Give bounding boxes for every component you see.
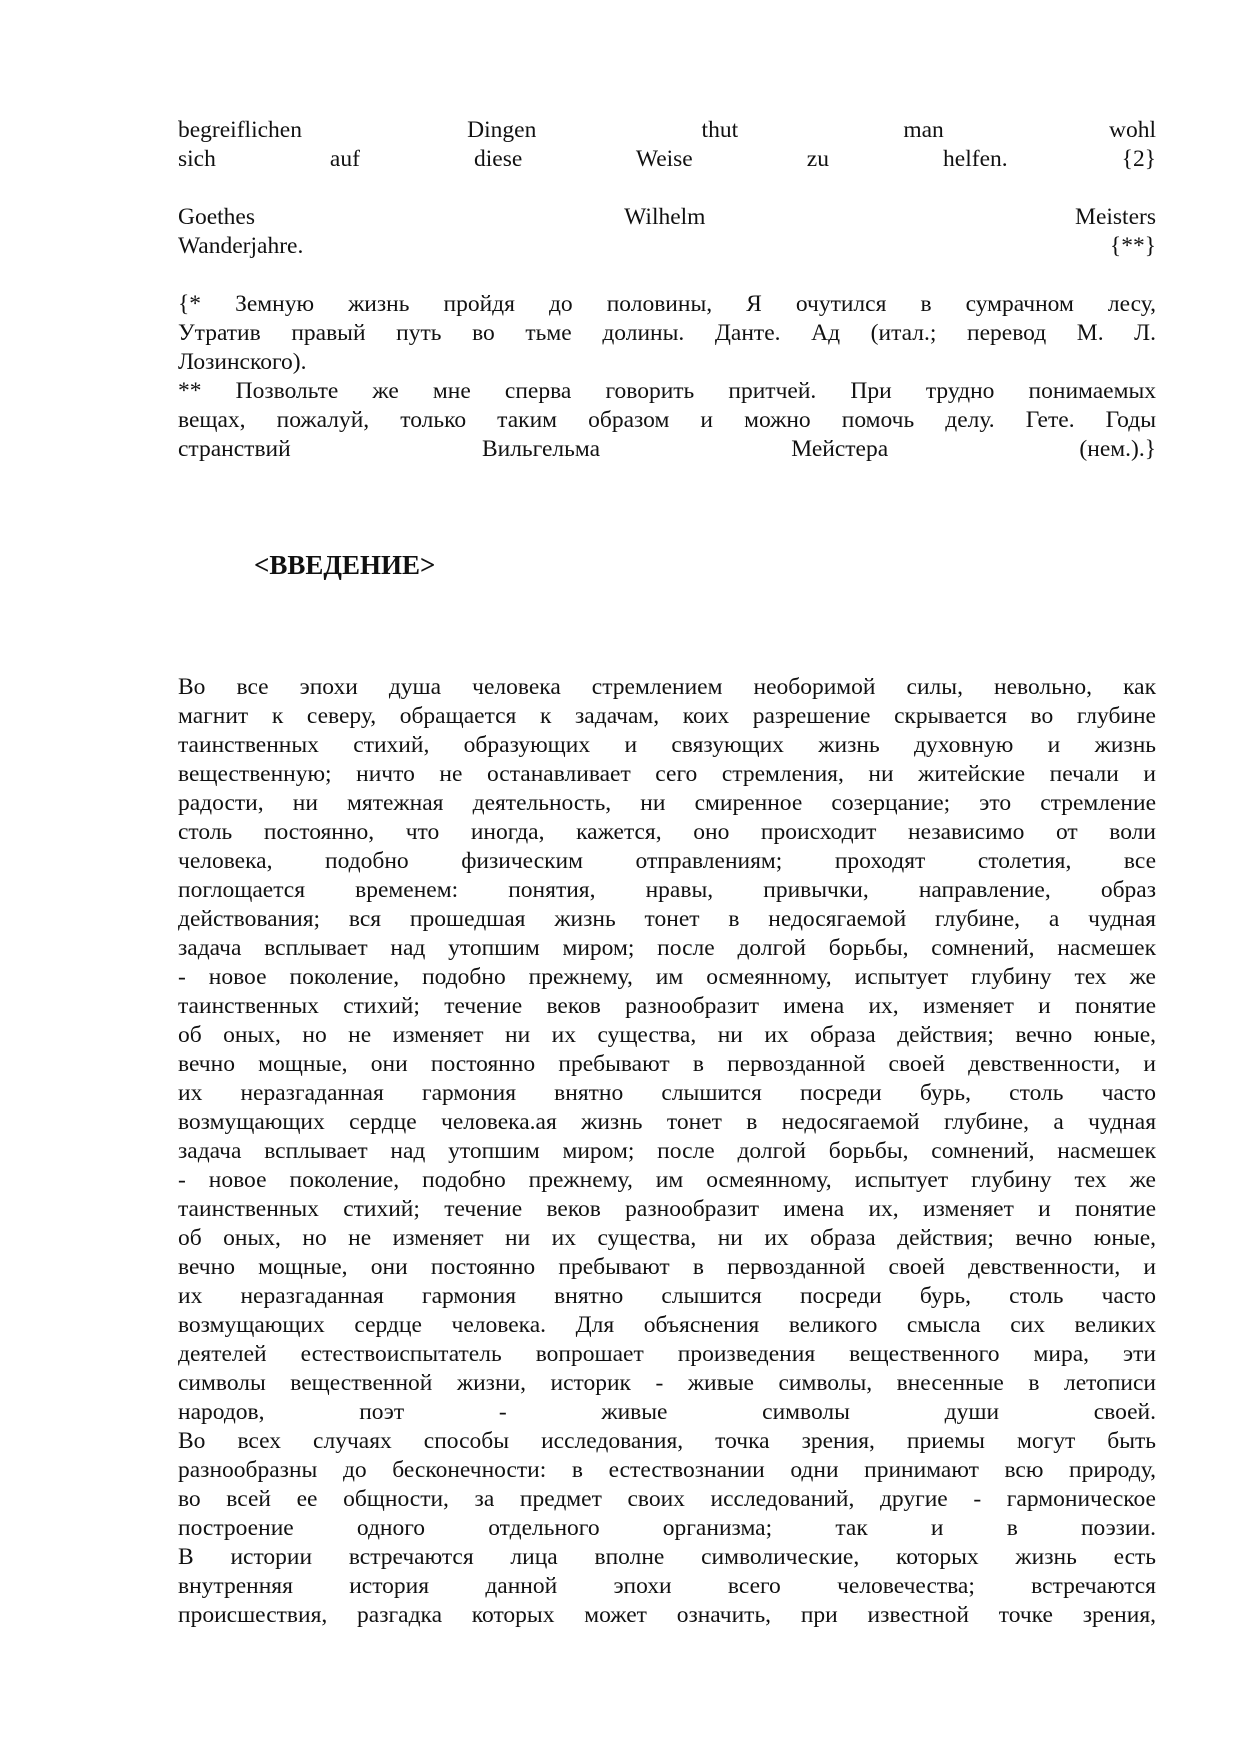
body-line: их неразгаданная гармония внятно слышится посреди бурь, столь часто — [178, 1080, 1156, 1106]
body-line: человека, подобно физическим отправлениям; проходят столетия, все — [178, 848, 1156, 874]
body-line: столь постоянно, что иногда, кажется, оно происходит независимо от воли — [178, 819, 1156, 845]
footnote-line: Утратив правый путь во тьме долины. Данте. Ад (итал.; перевод М. Л. — [178, 320, 1156, 346]
body-line: магнит к северу, обращается к задачам, коих разрешение скрывается во глубине — [178, 703, 1156, 729]
body-line: возмущающих сердце человека. Для объяснения великого смысла сих великих — [178, 1312, 1156, 1338]
body-line: вечно мощные, они постоянно пребывают в первозданной своей девственности, и — [178, 1051, 1156, 1077]
footnote-line: Лозинского). — [178, 349, 307, 375]
body-line: построение одного отдельного организма; так и в поэзии. — [178, 1515, 1156, 1541]
body-line: об оных, но не изменяет ни их существа, ни их образа действия; вечно юные, — [178, 1225, 1156, 1251]
epigraph-line: begreiflichen Dingen thut man wohl — [178, 117, 1156, 143]
document-page — [178, 116, 1156, 464]
body-line: вечно мощные, они постоянно пребывают в первозданной своей девственности, и — [178, 1254, 1156, 1280]
body-line: радости, ни мятежная деятельность, ни смиренное созерцание; это стремление — [178, 790, 1156, 816]
epigraph-german — [178, 116, 1156, 174]
body-line: действования; вся прошедшая жизнь тонет в недосягаемой глубине, а чудная — [178, 906, 1156, 932]
body-line: вещественную; ничто не останавливает сего стремления, ни житейские печали и — [178, 761, 1156, 787]
body-line: таинственных стихий; течение веков разнообразит имена их, изменяет и понятие — [178, 1196, 1156, 1222]
body-text — [178, 673, 1156, 1630]
section-heading: <ВВЕДЕНИЕ> — [254, 550, 436, 580]
body-line: Во все эпохи душа человека стремлением необоримой силы, невольно, как — [178, 674, 1156, 700]
body-line: во всей ее общности, за предмет своих исследований, другие - гармоническое — [178, 1486, 1156, 1512]
footnotes — [178, 290, 1156, 464]
body-line: об оных, но не изменяет ни их существа, ни их образа действия; вечно юные, — [178, 1022, 1156, 1048]
body-line: таинственных стихий, образующих и связующих жизнь духовную и жизнь — [178, 732, 1156, 758]
body-line: задача всплывает над утопшим миром; после долгой борьбы, сомнений, насмешек — [178, 1138, 1156, 1164]
body-line: внутренняя история данной эпохи всего человечества; встречаются — [178, 1573, 1156, 1599]
body-line: таинственных стихий; течение веков разнообразит имена их, изменяет и понятие — [178, 993, 1156, 1019]
epigraph-line: sich auf diese Weise zu helfen. {2} — [178, 146, 1156, 172]
body-line: их неразгаданная гармония внятно слышится посреди бурь, столь часто — [178, 1283, 1156, 1309]
epigraph-source — [178, 203, 1156, 261]
body-line: поглощается временем: понятия, нравы, привычки, направление, образ — [178, 877, 1156, 903]
body-line: возмущающих сердце человека.ая жизнь тонет в недосягаемой глубине, а чудная — [178, 1109, 1156, 1135]
footnote-line: вещах, пожалуй, только таким образом и можно помочь делу. Гете. Годы — [178, 407, 1156, 433]
epigraph-source-line: Wanderjahre. {**} — [178, 233, 1156, 259]
footnote-line: ** Позвольте же мне сперва говорить притчей. При трудно понимаемых — [178, 378, 1156, 404]
body-line: - новое поколение, подобно прежнему, им осмеянному, испытует глубину тех же — [178, 1167, 1156, 1193]
body-line: деятелей естествоиспытатель вопрошает произведения вещественного мира, эти — [178, 1341, 1156, 1367]
body-line: - новое поколение, подобно прежнему, им осмеянному, испытует глубину тех же — [178, 964, 1156, 990]
body-line: символы вещественной жизни, историк - живые символы, внесенные в летописи — [178, 1370, 1156, 1396]
body-line: Во всех случаях способы исследования, точка зрения, приемы могут быть — [178, 1428, 1156, 1454]
epigraph-source-line: Goethes Wilhelm Meisters — [178, 204, 1156, 230]
body-line: происшествия, разгадка которых может означить, при известной точке зрения, — [178, 1602, 1156, 1628]
footnote-line: странствий Вильгельма Мейстера (нем.).} — [178, 436, 1156, 462]
body-line: В истории встречаются лица вполне символические, которых жизнь есть — [178, 1544, 1156, 1570]
body-line: разнообразны до бесконечности: в естествознании одни принимают всю природу, — [178, 1457, 1156, 1483]
body-line: задача всплывает над утопшим миром; после долгой борьбы, сомнений, насмешек — [178, 935, 1156, 961]
body-line: народов, поэт - живые символы души своей. — [178, 1399, 1156, 1425]
footnote-line: {* Земную жизнь пройдя до половины, Я очутился в сумрачном лесу, — [178, 291, 1156, 317]
